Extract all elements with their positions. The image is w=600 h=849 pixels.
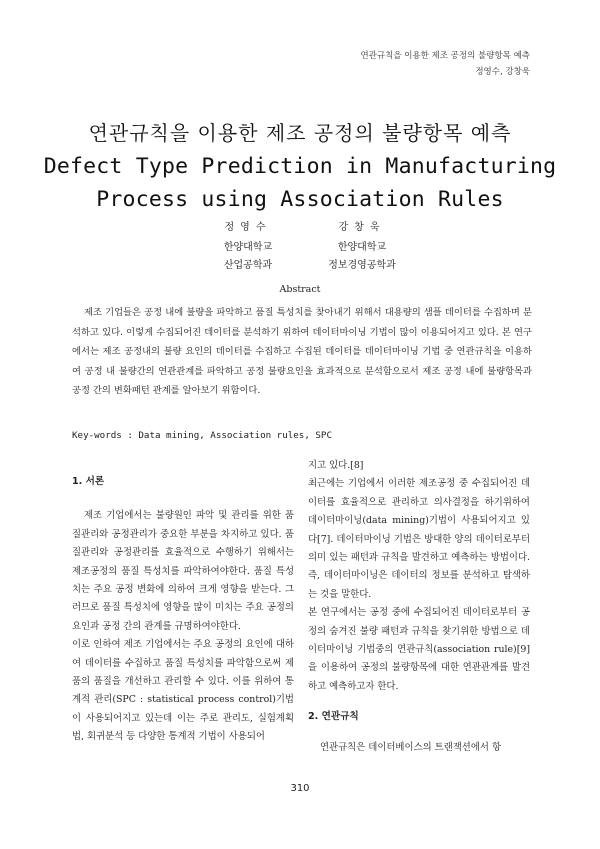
author-1-name: 정영수 <box>224 222 272 233</box>
title-block <box>0 118 600 216</box>
author-2-name: 강창욱 <box>338 222 386 233</box>
section-1-heading: 1. 서론 <box>72 476 105 487</box>
paragraph: 지고 있다.[8] <box>308 460 364 471</box>
author-1-department: 산업공학과 <box>223 260 273 271</box>
running-head-authors: 정영수, 강창욱 <box>475 67 530 77</box>
paragraph: 본 연구에서는 공정 중에 수집되어진 데이터로부터 공정의 숨겨진 불량 패턴과 규칙을 찾기위한 방법으로 데이터마이닝 기법중의 연관규칙(association rule)[9]을 이용하여 공정의 불량항목에 대한 연관관계를 발견하고 예측하고자 한다. <box>308 607 530 692</box>
paragraph: 제조 기업에서는 불량원인 파악 및 관리를 위한 품질관리와 공정관리가 중요한 부분을 차지하고 있다. 품질관리와 공정관리를 효율적으로 수행하기 위해서는 제조공정의 품질 특성치를 파악하여야한다. 품질 특성치는 주요 공정 변화에 의하여 크게 영향을 받는다. 그러므로 품질 특성치에 영향을 많이 미치는 주요 공정의 요인과 공정 간의 관계를 규명하여야한다. <box>72 510 294 632</box>
author-2 <box>292 219 432 275</box>
page-number: 310 <box>290 783 310 794</box>
left-column <box>72 473 294 747</box>
author-2-affiliation: 한양대학교 <box>337 242 387 253</box>
abstract-body <box>72 303 532 401</box>
paragraph: 최근에는 기업에서 이러한 제조공정 중 수집되어진 데이터를 효율적으로 관리하고 의사결정을 하기위하여 데이터마이닝(data mining)기법이 사용되어지고 있다[7]. 데이터마이닝 기법은 방대한 양의 데이터로부터 의미 있는 패턴과 규칙을 발견하고 예측하는 방법이다. 즉, 데이터마이닝은 데이터의 정보를 분석하고 탐색하는 것을 말한다. <box>308 478 530 600</box>
paragraph: 이로 인하여 제조 기업에서는 주요 공정의 요인에 대하여 데이터를 수집하고 품질 특성치를 파악함으로써 제품의 품질을 개선하고 관리할 수 있다. 이를 위하여 통계적 관리(SPC : statistical process control)기법이 사용되어지고 있는데 이는 주로 관리도, 실험계획법, 회귀분석 등 다양한 통계적 기법이 사용되어 <box>72 639 294 743</box>
author-2-department: 정보경영공학과 <box>328 260 396 271</box>
right-column <box>308 457 530 757</box>
author-1-affiliation: 한양대학교 <box>223 242 273 253</box>
english-title-line2: Process using Association Rules <box>96 187 504 212</box>
section-2-heading: 2. 연관규칙 <box>308 711 359 723</box>
running-head <box>230 48 530 80</box>
english-title-line1: Defect Type Prediction in Manufacturing <box>43 154 557 179</box>
paragraph: 연관규칙은 데이터베이스의 트랜잭션에서 항 <box>320 741 502 753</box>
abstract-text: 제조 기업들은 공정 내에 불량을 파악하고 품질 특성치를 찾아내기 위해서 대용량의 샘플 데이터를 수집하며 분석하고 있다. 이렇게 수집되어진 데이터를 분석하기 위하여 데이터마이닝 기법이 많이 이용되어지고 있다. 본 연구에서는 제조 공정내의 불량 요인의 데이터를 수집하고 수집된 데이터를 데이터마이닝 기법 중 연관규칙을 이용하여 공정 내 불량간의 연관관계를 파악하고 공정 불량요인을 효과적으로 분석함으로서 제조 공정 내에 불량항목과 공정 간의 변화패턴 관계를 알아보기 위함이다. <box>72 307 532 396</box>
keywords: Key-words : Data mining, Association rules, SPC <box>72 430 332 441</box>
korean-title: 연관규칙을 이용한 제조 공정의 불량항목 예측 <box>88 121 512 145</box>
running-head-title: 연관규칙을 이용한 제조 공정의 불량항목 예측 <box>360 51 530 61</box>
abstract-heading: Abstract <box>279 284 321 295</box>
